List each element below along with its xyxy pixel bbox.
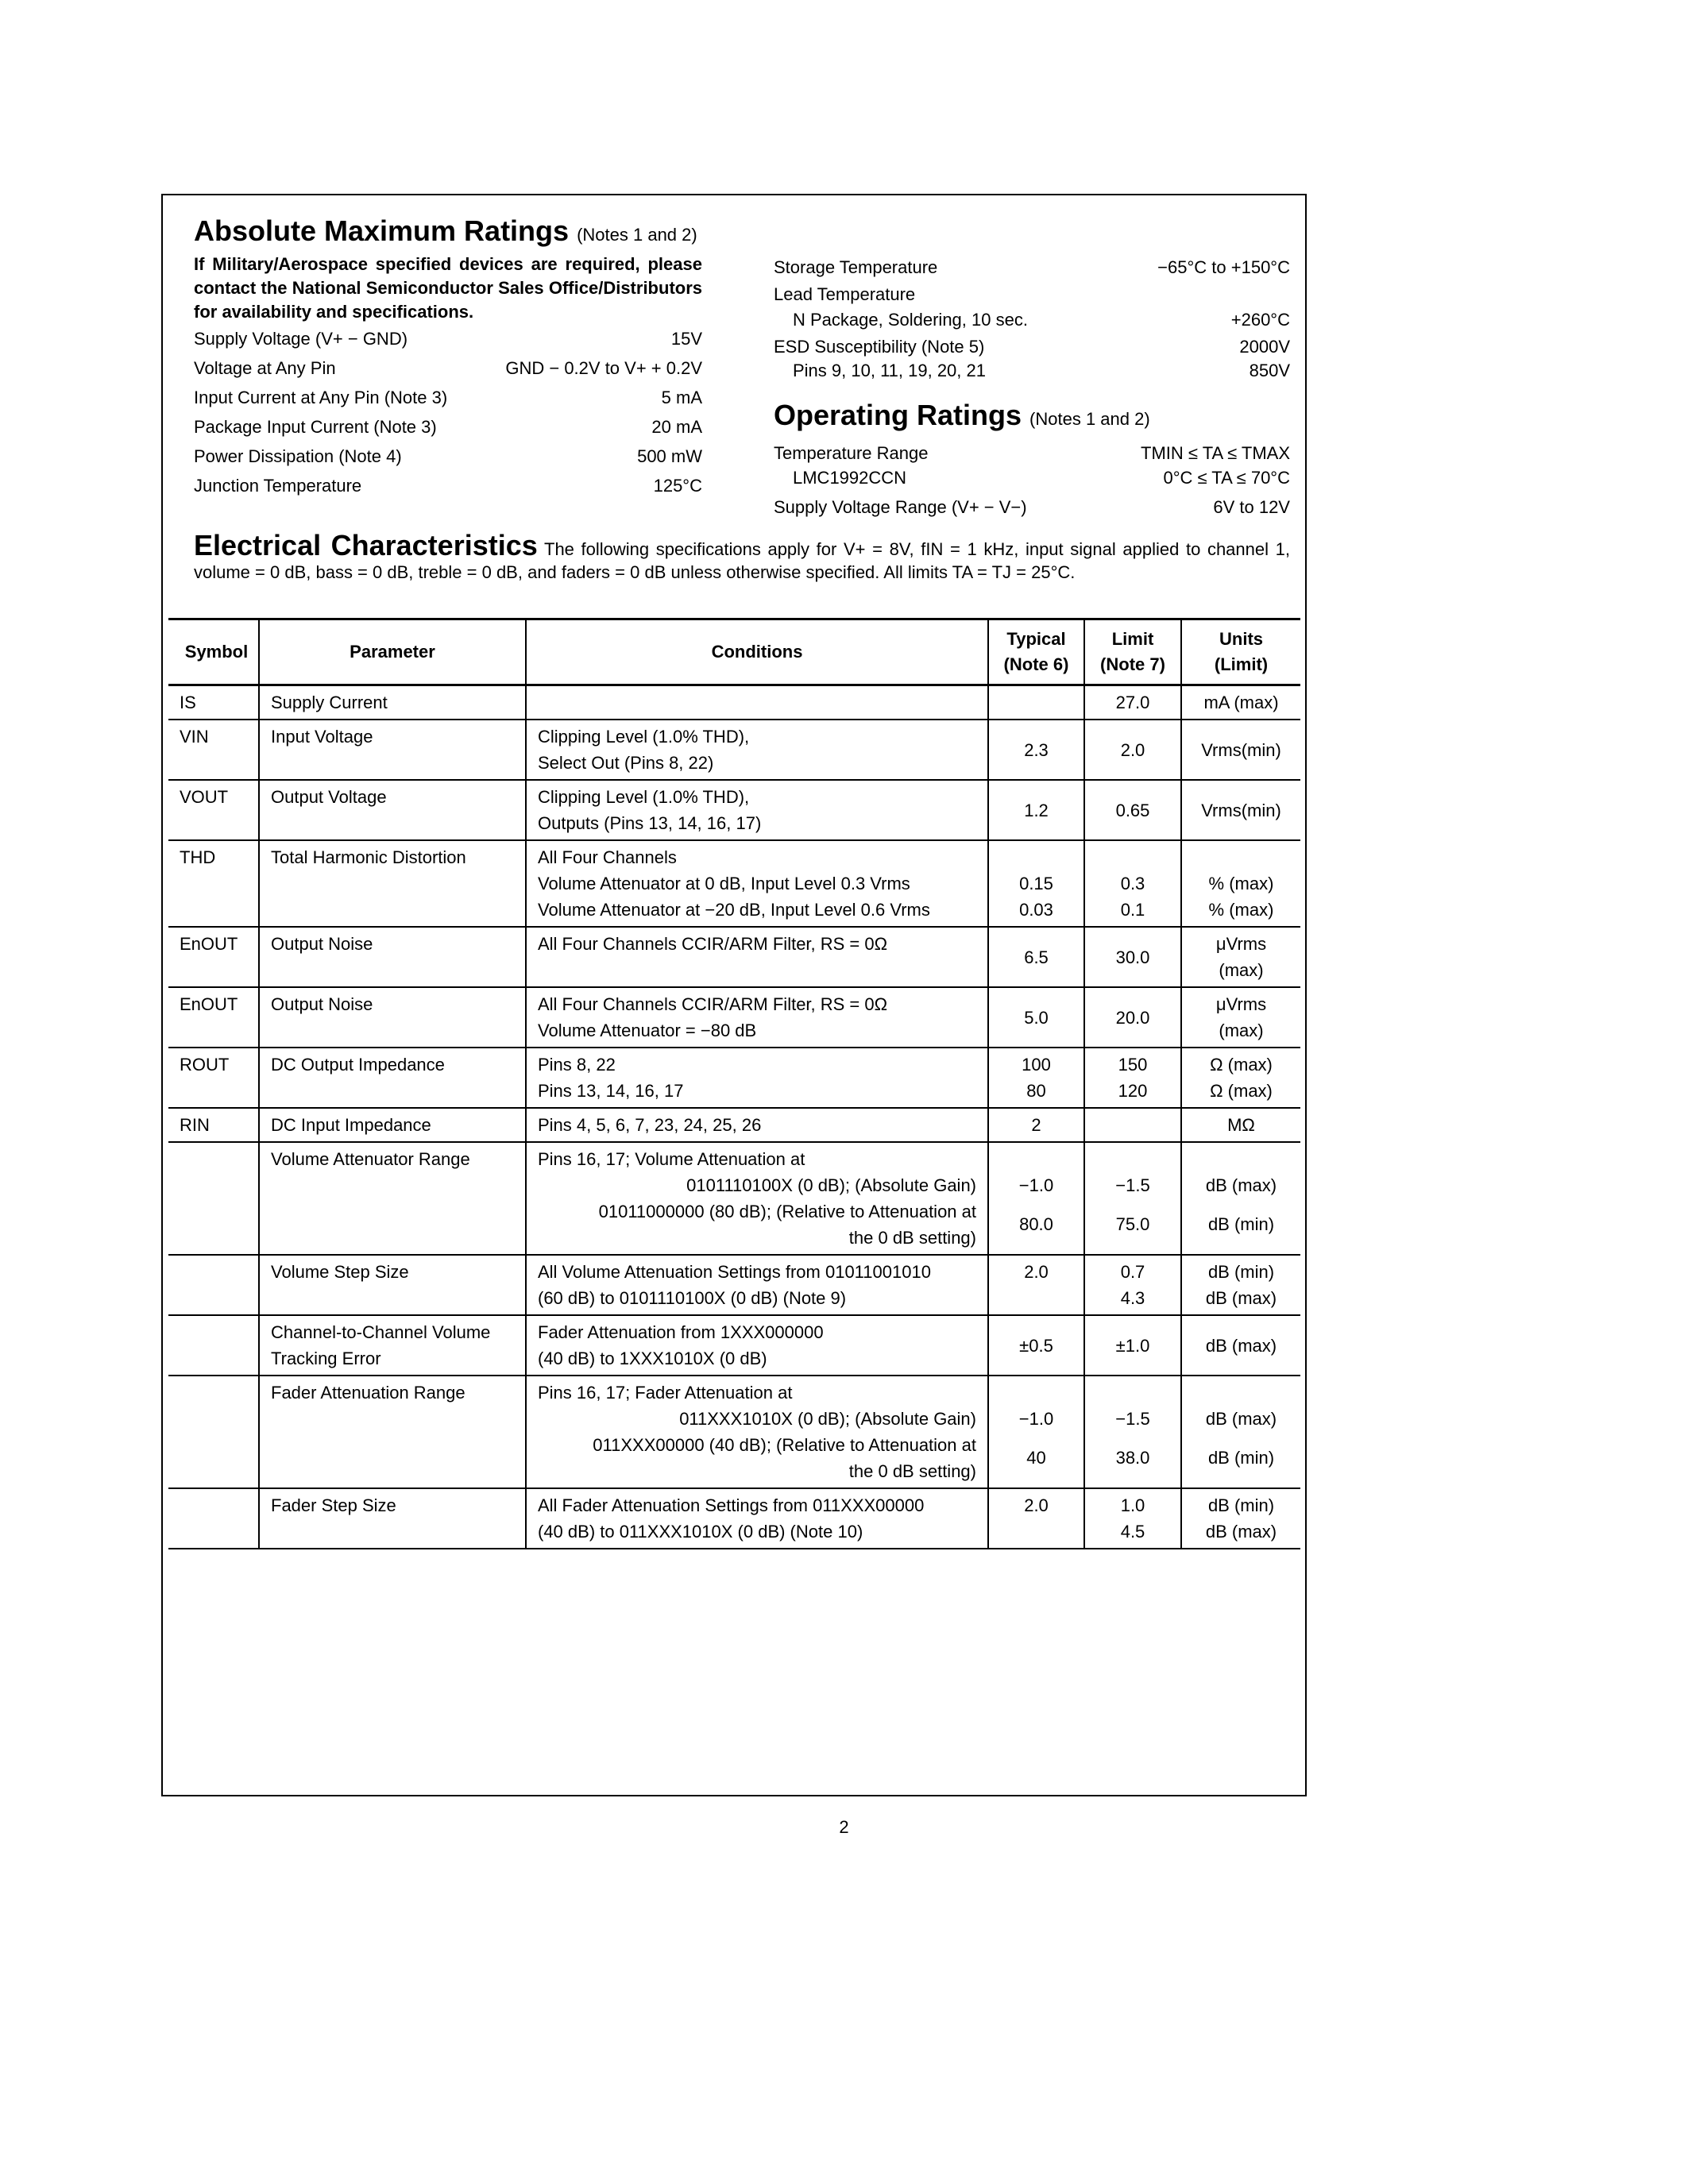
or-item	[774, 468, 1290, 497]
or-item-label: Supply Voltage Range (V+ − V−)	[774, 497, 1027, 517]
cell-parameter: Output Noise	[259, 987, 526, 1048]
amr-item	[774, 310, 1290, 337]
amr-item-value: 850V	[1249, 361, 1290, 380]
cell-typical: 2.3	[988, 720, 1084, 780]
amr-notes: (Notes 1 and 2)	[577, 225, 697, 245]
col-parameter: Parameter	[259, 619, 526, 685]
cell-limit: −1.5 75.0	[1084, 1142, 1181, 1255]
amr-item-value: −65°C to +150°C	[1157, 257, 1290, 277]
cell-units: Vrms(min)	[1181, 720, 1300, 780]
page-number: 2	[839, 1817, 849, 1837]
amr-item-label: Input Current at Any Pin (Note 3)	[194, 388, 448, 407]
amr-item-label: Package Input Current (Note 3)	[194, 417, 437, 437]
table-row	[168, 1376, 1300, 1488]
amr-item	[774, 361, 1290, 386]
cell-conditions: All Volume Attenuation Settings from 01011001010 (60 dB) to 0101110100X (0 dB) (Note 9)	[526, 1255, 988, 1315]
amr-item-value: 20 mA	[651, 417, 702, 437]
col-symbol: Symbol	[184, 642, 249, 662]
cell-symbol: ROUT	[180, 1055, 230, 1075]
amr-item-value: GND − 0.2V to V+ + 0.2V	[505, 358, 702, 378]
cell-units: MΩ	[1181, 1108, 1300, 1142]
cell-parameter: DC Output Impedance	[259, 1048, 526, 1108]
cell-units: dB (max) dB (min)	[1181, 1376, 1300, 1488]
amr-item-label: Storage Temperature	[774, 257, 938, 277]
cell-limit: ±1.0	[1084, 1315, 1181, 1376]
cell-typical: 1.2	[988, 780, 1084, 840]
cell-symbol: EnOUT	[180, 934, 238, 954]
cell-limit: 27.0	[1084, 685, 1181, 720]
or-item-value: TMIN ≤ TA ≤ TMAX	[1141, 443, 1290, 463]
cell-units: dB (max)	[1181, 1315, 1300, 1376]
or-list	[774, 443, 1290, 522]
table-row	[168, 1315, 1300, 1376]
ec-title: Electrical Characteristics	[194, 529, 538, 561]
amr-item	[774, 257, 1290, 284]
amr-item	[194, 388, 702, 417]
or-item-value: 6V to 12V	[1213, 497, 1290, 517]
cell-parameter: Output Voltage	[259, 780, 526, 840]
cell-conditions: Pins 8, 22 Pins 13, 14, 16, 17	[526, 1048, 988, 1108]
cell-typical: 100 80	[988, 1048, 1084, 1108]
cell-limit: 20.0	[1084, 987, 1181, 1048]
cell-units: Ω (max) Ω (max)	[1181, 1048, 1300, 1108]
amr-item	[774, 337, 1290, 361]
table-row	[168, 685, 1300, 720]
cell-typical: ±0.5	[988, 1315, 1084, 1376]
cell-units: Vrms(min)	[1181, 780, 1300, 840]
amr-item-label: Pins 9, 10, 11, 19, 20, 21	[793, 361, 986, 380]
cell-conditions: Fader Attenuation from 1XXX000000 (40 dB) to 1XXX1010X (0 dB)	[526, 1315, 988, 1376]
ec-intro	[194, 529, 1290, 584]
cell-typical: −1.0 80.0	[988, 1142, 1084, 1255]
ec-intro-text: The following specifications apply for V+ = 8V, fIN = 1 kHz, input signal applied to channel 1, volume = 0 dB, bass = 0 dB, treble = 0 dB, and faders = 0 dB unless otherwise specified. All limits TA = TJ = 25°C.	[194, 539, 1290, 582]
table-row	[168, 720, 1300, 780]
cell-conditions: All Four Channels CCIR/ARM Filter, RS = 0Ω	[526, 927, 988, 987]
or-notes: (Notes 1 and 2)	[1029, 409, 1150, 429]
cell-conditions: All Four Channels Volume Attenuator at 0 dB, Input Level 0.3 Vrms Volume Attenuator at −20 dB, Input Level 0.6 Vrms	[526, 840, 988, 927]
table-row	[168, 1048, 1300, 1108]
cell-typical: 2.0	[988, 1488, 1084, 1549]
cell-parameter: Volume Step Size	[259, 1255, 526, 1315]
amr-item-label: Supply Voltage (V+ − GND)	[194, 329, 408, 349]
cell-limit: 1.0 4.5	[1084, 1488, 1181, 1549]
cell-symbol: EnOUT	[180, 994, 238, 1014]
cell-units: % (max) % (max)	[1181, 840, 1300, 927]
or-item-label: Temperature Range	[774, 443, 929, 463]
cell-symbol: RIN	[180, 1115, 210, 1135]
table-row	[168, 1255, 1300, 1315]
cell-conditions: All Four Channels CCIR/ARM Filter, RS = 0Ω Volume Attenuator = −80 dB	[526, 987, 988, 1048]
cell-symbol: IS	[180, 693, 196, 712]
cell-symbol	[168, 1488, 259, 1549]
cell-symbol	[168, 1142, 259, 1255]
or-item	[774, 497, 1290, 522]
cell-units: mA (max)	[1181, 685, 1300, 720]
amr-title: Absolute Maximum Ratings	[194, 214, 570, 247]
amr-item	[194, 446, 702, 476]
cell-typical: 2	[988, 1108, 1084, 1142]
amr-item	[194, 476, 702, 505]
cell-typical: −1.0 40	[988, 1376, 1084, 1488]
table-row	[168, 927, 1300, 987]
amr-item-label: N Package, Soldering, 10 sec.	[793, 310, 1028, 330]
cell-parameter: Input Voltage	[259, 720, 526, 780]
cell-limit: 0.65	[1084, 780, 1181, 840]
cell-typical: 5.0	[988, 987, 1084, 1048]
amr-item-label: Junction Temperature	[194, 476, 362, 496]
col-units: Units (Limit)	[1181, 619, 1300, 685]
cell-typical	[988, 685, 1084, 720]
cell-parameter: Channel-to-Channel Volume Tracking Error	[259, 1315, 526, 1376]
cell-symbol: VIN	[180, 727, 209, 747]
cell-limit: 0.7 4.3	[1084, 1255, 1181, 1315]
cell-parameter: Output Noise	[259, 927, 526, 987]
cell-conditions: Pins 4, 5, 6, 7, 23, 24, 25, 26	[526, 1108, 988, 1142]
amr-item-label: Lead Temperature	[774, 284, 916, 304]
cell-conditions: Clipping Level (1.0% THD), Select Out (Pins 8, 22)	[526, 720, 988, 780]
cell-parameter: Volume Attenuator Range	[259, 1142, 526, 1255]
cell-conditions: Clipping Level (1.0% THD), Outputs (Pins 13, 14, 16, 17)	[526, 780, 988, 840]
cell-parameter: DC Input Impedance	[259, 1108, 526, 1142]
ec-header-row	[168, 619, 1300, 685]
amr-item	[194, 417, 702, 446]
ec-table	[168, 618, 1300, 1549]
amr-item	[194, 329, 702, 358]
cell-symbol	[168, 1255, 259, 1315]
cell-units: dB (max) dB (min)	[1181, 1142, 1300, 1255]
or-heading	[774, 399, 1150, 432]
cell-limit: 2.0	[1084, 720, 1181, 780]
cell-limit: −1.5 38.0	[1084, 1376, 1181, 1488]
cell-units: dB (min) dB (max)	[1181, 1255, 1300, 1315]
table-row	[168, 987, 1300, 1048]
amr-item	[194, 358, 702, 388]
cell-symbol	[168, 1376, 259, 1488]
cell-conditions: Pins 16, 17; Fader Attenuation at 011XXX1010X (0 dB); (Absolute Gain) 011XXX00000 (40 dB); (Relative to Attenuation at the 0 dB setting)	[526, 1376, 988, 1488]
cell-limit: 150 120	[1084, 1048, 1181, 1108]
amr-item-value: 15V	[670, 329, 702, 349]
amr-left-list	[194, 329, 702, 505]
cell-conditions	[526, 685, 988, 720]
or-item	[774, 443, 1290, 468]
cell-parameter: Fader Attenuation Range	[259, 1376, 526, 1488]
cell-limit: 0.3 0.1	[1084, 840, 1181, 927]
cell-typical: 6.5	[988, 927, 1084, 987]
amr-item-label: Power Dissipation (Note 4)	[194, 446, 402, 466]
cell-conditions: All Fader Attenuation Settings from 011XXX00000 (40 dB) to 011XXX1010X (0 dB) (Note 10)	[526, 1488, 988, 1549]
amr-heading	[194, 214, 697, 248]
cell-symbol: THD	[180, 847, 216, 867]
cell-parameter: Total Harmonic Distortion	[259, 840, 526, 927]
cell-limit: 30.0	[1084, 927, 1181, 987]
col-limit: Limit (Note 7)	[1084, 619, 1181, 685]
cell-typical: 0.15 0.03	[988, 840, 1084, 927]
amr-item-value: +260°C	[1230, 310, 1290, 330]
amr-item	[774, 284, 1290, 310]
amr-notice: If Military/Aerospace specified devices are required, please contact the National Semiconductor Sales Office/Distributors for availability and specifications.	[194, 254, 702, 322]
amr-item-value: 2000V	[1239, 337, 1290, 357]
cell-conditions: Pins 16, 17; Volume Attenuation at 0101110100X (0 dB); (Absolute Gain) 01011000000 (80 dB); (Relative to Attenuation at the 0 dB setting)	[526, 1142, 988, 1255]
col-conditions: Conditions	[526, 619, 988, 685]
amr-item-value: 5 mA	[661, 388, 702, 407]
table-row	[168, 840, 1300, 927]
cell-units: μVrms (max)	[1181, 987, 1300, 1048]
amr-item-value: 125°C	[653, 476, 702, 496]
amr-item-label: ESD Susceptibility (Note 5)	[774, 337, 985, 357]
or-title: Operating Ratings	[774, 399, 1022, 431]
or-item-value: 0°C ≤ TA ≤ 70°C	[1163, 468, 1290, 488]
cell-units: μVrms (max)	[1181, 927, 1300, 987]
amr-item-value: 500 mW	[637, 446, 702, 466]
or-item-label: LMC1992CCN	[793, 468, 907, 488]
cell-symbol	[168, 1315, 259, 1376]
amr-item-label: Voltage at Any Pin	[194, 358, 336, 378]
table-row	[168, 1108, 1300, 1142]
cell-symbol: VOUT	[180, 787, 229, 807]
cell-parameter: Supply Current	[259, 685, 526, 720]
table-row	[168, 780, 1300, 840]
table-row	[168, 1488, 1300, 1549]
amr-right-list	[774, 257, 1290, 386]
cell-limit	[1084, 1108, 1181, 1142]
table-row	[168, 1142, 1300, 1255]
col-typical: Typical (Note 6)	[988, 619, 1084, 685]
cell-units: dB (min) dB (max)	[1181, 1488, 1300, 1549]
cell-parameter: Fader Step Size	[259, 1488, 526, 1549]
cell-typical: 2.0	[988, 1255, 1084, 1315]
